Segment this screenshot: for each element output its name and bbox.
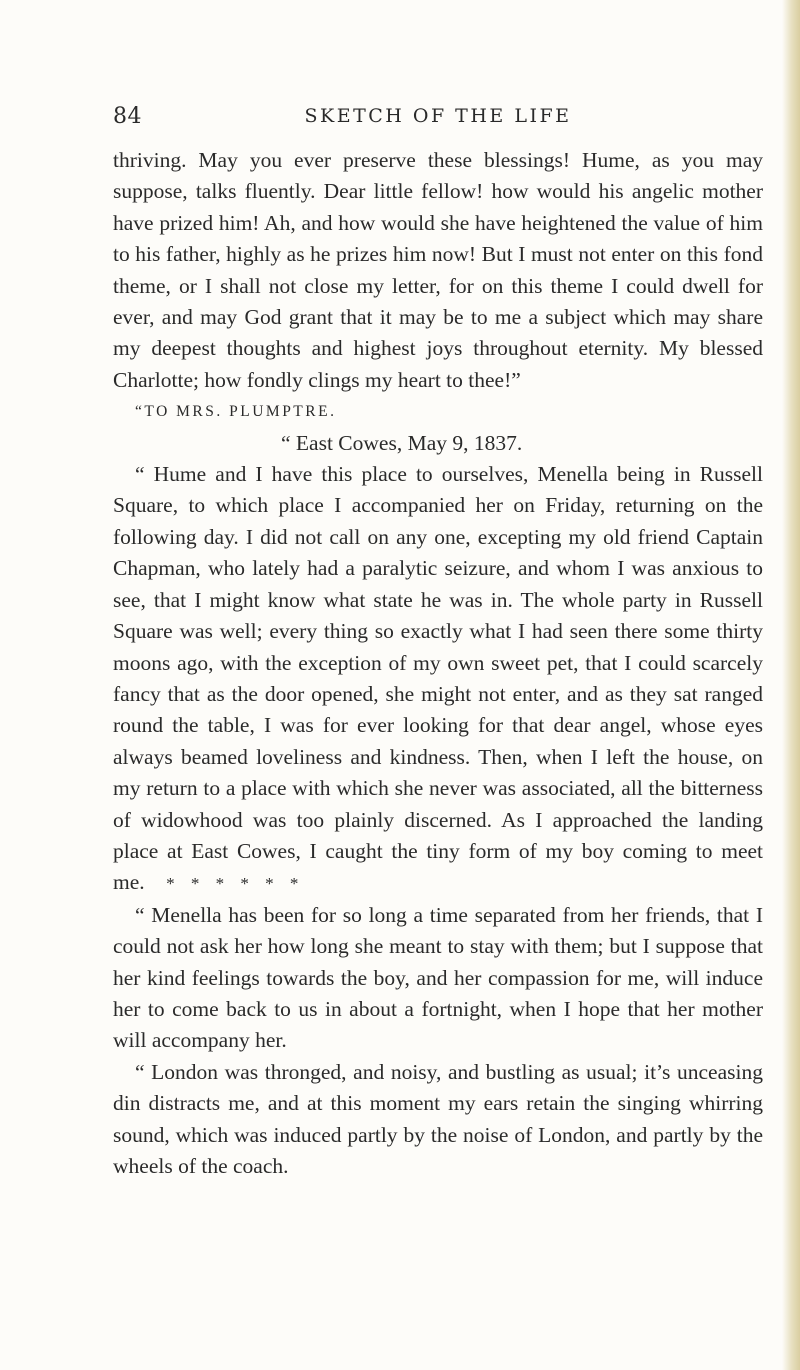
page-edge-shading bbox=[782, 0, 800, 1370]
running-head: SKETCH OF THE LIFE bbox=[304, 105, 572, 127]
page-number: 84 bbox=[113, 104, 142, 129]
paragraph: “ Menella has been for so long a time separated from her friends, that I could not ask her how long she meant to stay with them; but I suppose that her kind feelings towards the boy, and her compassion for me, will induce her to come back to us in about a fortnight, when I hope that her mother will accompany her. bbox=[113, 902, 763, 1053]
asterisk-break: * * * * * * bbox=[166, 874, 305, 894]
body-text bbox=[113, 145, 763, 1182]
paragraph: “ London was thronged, and noisy, and bustling as usual; it’s unceasing din distracts me, and at this moment my ears retain the singing whirring sound, which was induced partly by the noise of London, and partly by the wheels of the coach. bbox=[113, 1059, 763, 1178]
paragraph bbox=[113, 459, 763, 900]
letter-heading: “TO MRS. PLUMPTRE. bbox=[135, 403, 337, 421]
paragraph-continuation: thriving. May you ever preserve these blessings! Hume, as you may suppose, talks fluently. Dear little fellow! how would his angelic mother have prized him! Ah, and how would she have heightened the value of him to his father, highly as he prizes him now! But I must not enter on this fond theme, or I shall not close my letter, for on this theme I could dwell for ever, and may God grant that it may be to me a subject which may share my deepest thoughts and highest joys throughout eternity. My blessed Charlotte; how fondly clings my heart to thee!” bbox=[113, 148, 763, 392]
letter-dateline: “ East Cowes, May 9, 1837. bbox=[281, 430, 523, 455]
paragraph-text: “ Hume and I have this place to ourselves, Menella being in Russell Square, to which place I accompanied her on Friday, returning on the following day. I did not call on any one, excepting my old friend Captain Chapman, who lately had a paralytic seizure, and whom I was anxious to see, that I might know what state he was in. The whole party in Russell Square was well; every thing so exactly what I had seen there some thirty moons ago, with the exception of my own sweet pet, that I could scarcely fancy that as the door opened, she might not enter, and as they sat ranged round the table, I was for ever looking for that dear angel, whose eyes always beamed loveliness and kindness. Then, when I left the house, on my return to a place with which she never was associated, all the bitterness of widowhood was too plainly discerned. As I approached the landing place at East Cowes, I caught the tiny form of my boy coming to meet me. bbox=[113, 462, 763, 895]
page-header bbox=[113, 104, 763, 134]
